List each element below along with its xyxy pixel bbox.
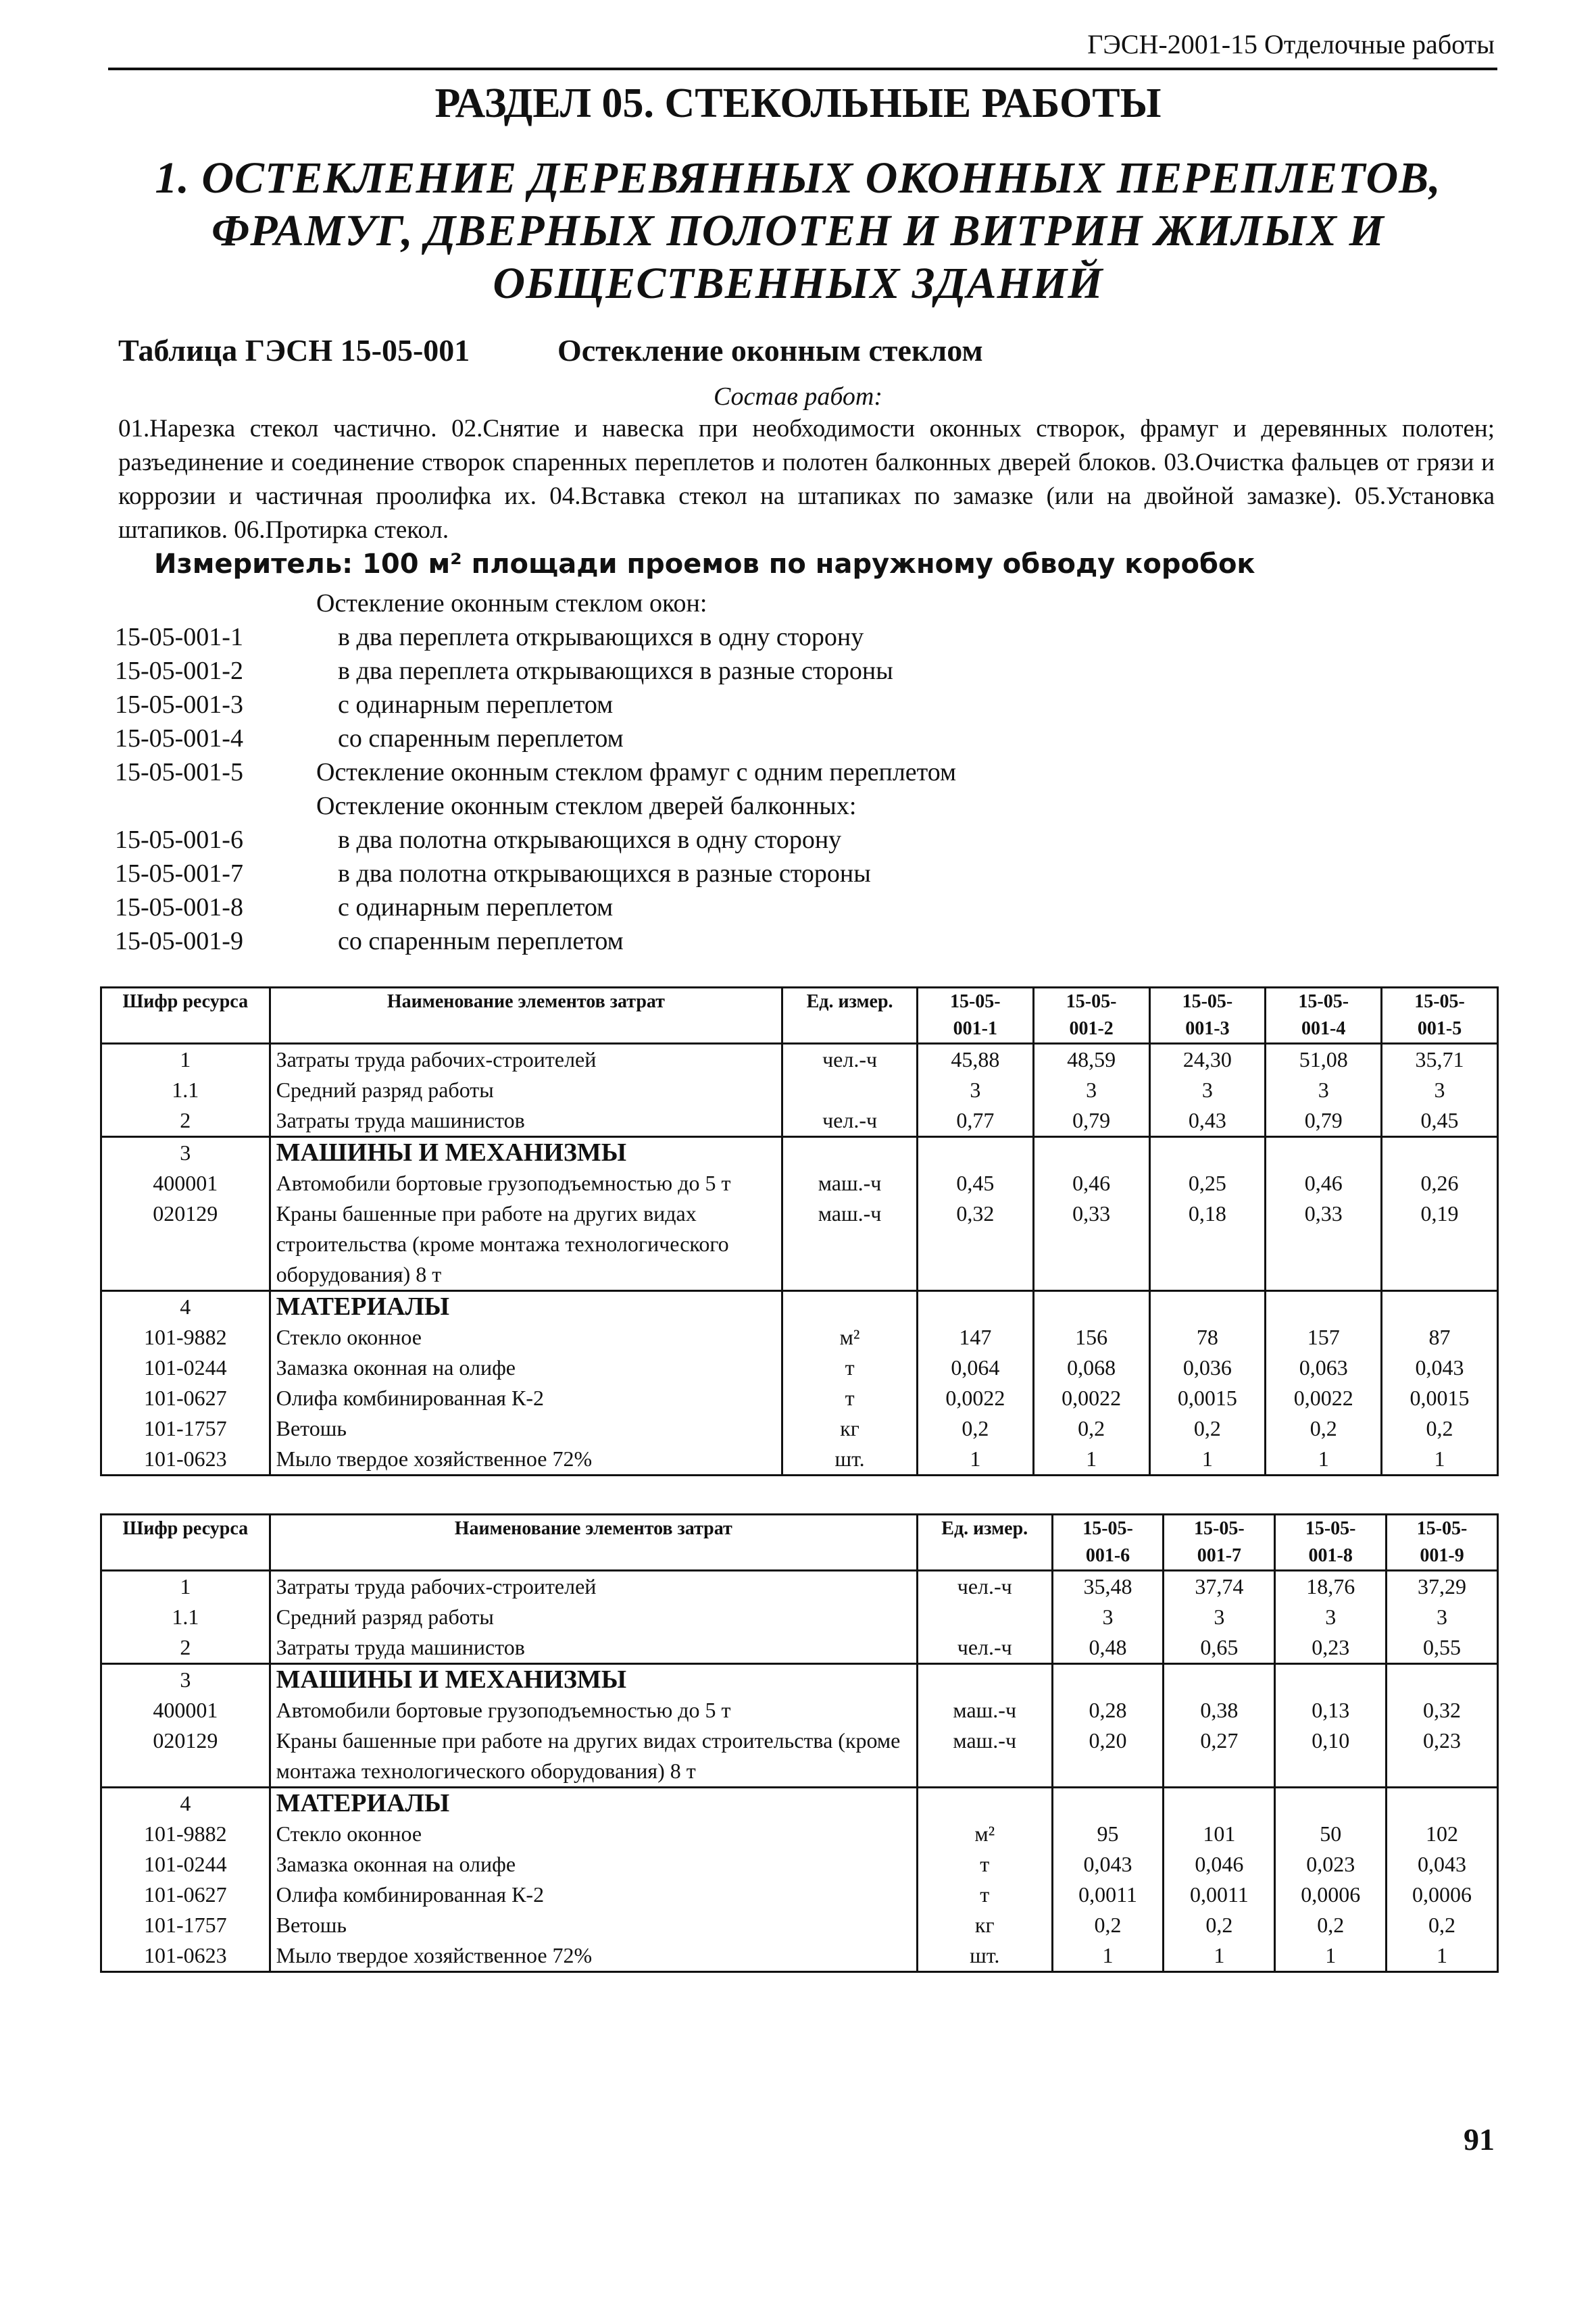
- norm-value: 35,71: [1382, 1044, 1498, 1076]
- variant-description: в два переплета открывающихся в разные стороны: [338, 657, 893, 685]
- table-row: [101, 1044, 1498, 1076]
- table-row: [101, 1726, 1498, 1788]
- norm-value: [1275, 1664, 1387, 1696]
- unit: т: [917, 1849, 1052, 1880]
- norm-value: 0,2: [1387, 1910, 1498, 1940]
- norm-value: 0,46: [1266, 1168, 1382, 1199]
- cost-element-name: Автомобили бортовые грузоподъемностью до 5 т: [270, 1695, 917, 1726]
- norm-value: 0,2: [1149, 1413, 1266, 1444]
- norm-value: 3: [1387, 1602, 1498, 1632]
- norm-value: 0,2: [1266, 1413, 1382, 1444]
- cost-element-name: Олифа комбинированная К-2: [270, 1880, 917, 1910]
- norm-value: 0,28: [1052, 1695, 1164, 1726]
- cost-element-name: Затраты труда рабочих-строителей: [270, 1044, 782, 1076]
- norm-value: 95: [1052, 1819, 1164, 1849]
- norm-value: 0,46: [1033, 1168, 1149, 1199]
- unit: т: [782, 1353, 918, 1383]
- norm-value: 0,0015: [1149, 1383, 1266, 1413]
- norm-value: [1149, 1137, 1266, 1169]
- resource-code: 101-0244: [101, 1849, 270, 1880]
- norm-value: 0,77: [917, 1105, 1033, 1137]
- norm-value: [1266, 1291, 1382, 1323]
- header-norm-code: 15-05- 001-6: [1052, 1515, 1164, 1571]
- cost-element-name: Автомобили бортовые грузоподъемностью до 5 т: [270, 1168, 782, 1199]
- measure-unit: Измеритель: 100 м² площади проемов по наружному обводу коробок: [154, 549, 1255, 580]
- table-row: [101, 1788, 1498, 1819]
- norm-value: 147: [917, 1322, 1033, 1353]
- norm-value: 0,32: [1387, 1695, 1498, 1726]
- norm-value: 3: [1382, 1075, 1498, 1105]
- norm-value: 48,59: [1033, 1044, 1149, 1076]
- variant-code: 15-05-001-6: [115, 826, 243, 854]
- cost-element-name: Ветошь: [270, 1413, 782, 1444]
- header-cost-element: Наименование элементов затрат: [270, 988, 782, 1044]
- norm-value: 0,79: [1266, 1105, 1382, 1137]
- table-row: [101, 1664, 1498, 1696]
- unit: шт.: [782, 1444, 918, 1476]
- page-number: 91: [1464, 2122, 1495, 2157]
- cost-element-name: Затраты труда машинистов: [270, 1632, 917, 1664]
- norm-value: 3: [1275, 1602, 1387, 1632]
- cost-element-name: МАТЕРИАЛЫ: [270, 1291, 782, 1323]
- variant-code: 15-05-001-4: [115, 724, 243, 753]
- norm-value: 0,2: [917, 1413, 1033, 1444]
- norm-value: 1: [1052, 1940, 1164, 1972]
- header-norm-code: 15-05- 001-2: [1033, 988, 1149, 1044]
- variant-description: со спаренным переплетом: [338, 724, 624, 753]
- table-row: [101, 1353, 1498, 1383]
- norm-value: 18,76: [1275, 1571, 1387, 1603]
- norm-value: 1: [1164, 1940, 1275, 1972]
- norm-value: [1382, 1291, 1498, 1323]
- cost-element-name: МАТЕРИАЛЫ: [270, 1788, 917, 1819]
- norm-value: 0,65: [1164, 1632, 1275, 1664]
- norm-value: 0,18: [1149, 1199, 1266, 1291]
- norm-value: 0,20: [1052, 1726, 1164, 1788]
- norm-value: 3: [1033, 1075, 1149, 1105]
- resource-code: 1.1: [101, 1602, 270, 1632]
- norm-value: 0,48: [1052, 1632, 1164, 1664]
- variant-description: в два полотна открывающихся в одну сторону: [338, 826, 842, 854]
- resource-code: 1: [101, 1571, 270, 1603]
- norm-value: 0,10: [1275, 1726, 1387, 1788]
- cost-element-name: Мыло твердое хозяйственное 72%: [270, 1444, 782, 1476]
- resource-code: 400001: [101, 1695, 270, 1726]
- unit: чел.-ч: [917, 1571, 1052, 1603]
- norm-value: 0,27: [1164, 1726, 1275, 1788]
- unit: кг: [782, 1413, 918, 1444]
- unit: т: [917, 1880, 1052, 1910]
- table-row: [101, 1168, 1498, 1199]
- norm-value: 0,023: [1275, 1849, 1387, 1880]
- unit: чел.-ч: [782, 1044, 918, 1076]
- norm-value: 1: [1387, 1940, 1498, 1972]
- variant-code: 15-05-001-9: [115, 927, 243, 955]
- norm-value: 3: [1164, 1602, 1275, 1632]
- norm-value: 156: [1033, 1322, 1149, 1353]
- norm-value: 101: [1164, 1819, 1275, 1849]
- unit: [917, 1602, 1052, 1632]
- table-row: [101, 1571, 1498, 1603]
- table-row: [101, 1291, 1498, 1323]
- table-header-row: [101, 1515, 1498, 1571]
- table-row: [101, 1199, 1498, 1291]
- cost-element-name: Затраты труда рабочих-строителей: [270, 1571, 917, 1603]
- unit: чел.-ч: [917, 1632, 1052, 1664]
- norm-value: 0,0022: [1266, 1383, 1382, 1413]
- variant-description: в два полотна открывающихся в разные стороны: [338, 859, 871, 888]
- norm-value: 0,043: [1387, 1849, 1498, 1880]
- cost-element-name: Олифа комбинированная К-2: [270, 1383, 782, 1413]
- header-resource-code: Шифр ресурса: [101, 1515, 270, 1571]
- resource-code: 101-0623: [101, 1940, 270, 1972]
- cost-element-name: Краны башенные при работе на других видах строительства (кроме монтажа технологического оборудования) 8 т: [270, 1199, 782, 1291]
- resource-code: 101-9882: [101, 1819, 270, 1849]
- variant-description: в два переплета открывающихся в одну сторону: [338, 623, 864, 651]
- header-resource-code: Шифр ресурса: [101, 988, 270, 1044]
- unit: кг: [917, 1910, 1052, 1940]
- table-row: [101, 1322, 1498, 1353]
- work-composition-text: 01.Нарезка стекол частично. 02.Снятие и навеска при необходимости оконных створок, фрамуг и деревянных полотен; разъединение и соединение створок спаренных переплетов и полотен балконных дверей блоков. 03.Очистка фальцев от грязи и коррозии и частичная проолифка их. 04.Вставка стекол на штапиках по замазке (или на двойной замазке). 05.Установка штапиков. 06.Протирка стекол.: [118, 415, 1495, 544]
- resource-code: 101-0623: [101, 1444, 270, 1476]
- norm-value: 0,064: [917, 1353, 1033, 1383]
- variant-description: Остекление оконным стеклом дверей балконных:: [316, 792, 857, 820]
- norm-value: [1149, 1291, 1266, 1323]
- cost-element-name: Замазка оконная на олифе: [270, 1849, 917, 1880]
- norm-value: 0,33: [1033, 1199, 1149, 1291]
- header-norm-code: 15-05- 001-4: [1266, 988, 1382, 1044]
- header-rule: [108, 68, 1497, 70]
- variant-description: с одинарным переплетом: [338, 690, 614, 719]
- resource-table-2: [100, 1513, 1499, 1973]
- cost-element-name: Замазка оконная на олифе: [270, 1353, 782, 1383]
- norm-value: 37,29: [1387, 1571, 1498, 1603]
- table-row: [101, 1602, 1498, 1632]
- norm-value: [1275, 1788, 1387, 1819]
- norm-value: 157: [1266, 1322, 1382, 1353]
- table-row: [101, 1695, 1498, 1726]
- cost-element-name: Стекло оконное: [270, 1819, 917, 1849]
- norm-value: [1052, 1664, 1164, 1696]
- resource-code: 4: [101, 1788, 270, 1819]
- norm-value: 0,068: [1033, 1353, 1149, 1383]
- norm-value: 0,2: [1275, 1910, 1387, 1940]
- resource-code: 101-0244: [101, 1353, 270, 1383]
- norm-value: 0,32: [917, 1199, 1033, 1291]
- unit: м²: [782, 1322, 918, 1353]
- norm-value: 45,88: [917, 1044, 1033, 1076]
- header-cost-element: Наименование элементов затрат: [270, 1515, 917, 1571]
- section-title: РАЗДЕЛ 05. СТЕКОЛЬНЫЕ РАБОТЫ: [434, 80, 1162, 126]
- table-code: Таблица ГЭСН 15-05-001: [118, 333, 470, 368]
- norm-value: 0,23: [1387, 1726, 1498, 1788]
- resource-code: 2: [101, 1105, 270, 1137]
- norm-value: 50: [1275, 1819, 1387, 1849]
- running-head: ГЭСН-2001-15 Отделочные работы: [1087, 29, 1495, 59]
- unit: [782, 1137, 918, 1169]
- resource-code: 101-9882: [101, 1322, 270, 1353]
- resource-code: 400001: [101, 1168, 270, 1199]
- table-row: [101, 1849, 1498, 1880]
- resource-code: 020129: [101, 1199, 270, 1291]
- header-norm-code: 15-05- 001-7: [1164, 1515, 1275, 1571]
- resource-code: 101-1757: [101, 1413, 270, 1444]
- norm-value: 0,38: [1164, 1695, 1275, 1726]
- variant-description: Остекление оконным стеклом окон:: [316, 589, 707, 618]
- header-norm-code: 15-05- 001-5: [1382, 988, 1498, 1044]
- norm-value: 0,2: [1382, 1413, 1498, 1444]
- unit: [782, 1291, 918, 1323]
- resource-code: 101-0627: [101, 1880, 270, 1910]
- table-row: [101, 1413, 1498, 1444]
- norm-value: 0,0022: [917, 1383, 1033, 1413]
- norm-value: 35,48: [1052, 1571, 1164, 1603]
- norm-value: 0,33: [1266, 1199, 1382, 1291]
- resource-code: 1.1: [101, 1075, 270, 1105]
- norm-value: [1164, 1788, 1275, 1819]
- norm-value: 3: [1052, 1602, 1164, 1632]
- cost-element-name: МАШИНЫ И МЕХАНИЗМЫ: [270, 1137, 782, 1169]
- header-norm-code: 15-05- 001-8: [1275, 1515, 1387, 1571]
- resource-code: 1: [101, 1044, 270, 1076]
- norm-value: 0,79: [1033, 1105, 1149, 1137]
- variant-description: со спаренным переплетом: [338, 927, 624, 955]
- resource-code: 3: [101, 1664, 270, 1696]
- variant-description: Остекление оконным стеклом фрамуг с одним переплетом: [316, 758, 957, 786]
- variant-description: с одинарным переплетом: [338, 893, 614, 922]
- norm-value: 0,13: [1275, 1695, 1387, 1726]
- cost-element-name: Краны башенные при работе на других видах строительства (кроме монтажа технологического оборудования) 8 т: [270, 1726, 917, 1788]
- norm-value: [1033, 1291, 1149, 1323]
- unit: чел.-ч: [782, 1105, 918, 1137]
- norm-value: [1382, 1137, 1498, 1169]
- norm-value: [1387, 1788, 1498, 1819]
- norm-value: 3: [1266, 1075, 1382, 1105]
- unit: маш.-ч: [917, 1695, 1052, 1726]
- unit: [782, 1075, 918, 1105]
- table-title: Остекление оконным стеклом: [557, 333, 983, 368]
- table-row: [101, 1383, 1498, 1413]
- unit: маш.-ч: [917, 1726, 1052, 1788]
- unit: шт.: [917, 1940, 1052, 1972]
- variant-code: 15-05-001-3: [115, 690, 243, 719]
- norm-value: 3: [1149, 1075, 1266, 1105]
- unit: маш.-ч: [782, 1168, 918, 1199]
- header-unit: Ед. измер.: [917, 1515, 1052, 1571]
- header-unit: Ед. измер.: [782, 988, 918, 1044]
- variant-code: 15-05-001-1: [115, 623, 243, 651]
- norm-value: 78: [1149, 1322, 1266, 1353]
- unit: маш.-ч: [782, 1199, 918, 1291]
- table-row: [101, 1880, 1498, 1910]
- norm-value: 0,043: [1382, 1353, 1498, 1383]
- norm-value: 0,26: [1382, 1168, 1498, 1199]
- norm-value: 0,43: [1149, 1105, 1266, 1137]
- norm-value: 0,0011: [1164, 1880, 1275, 1910]
- table-row: [101, 1075, 1498, 1105]
- norm-value: 0,0015: [1382, 1383, 1498, 1413]
- table-row: [101, 1819, 1498, 1849]
- norm-value: 0,55: [1387, 1632, 1498, 1664]
- variant-code: 15-05-001-8: [115, 893, 243, 922]
- norm-value: 0,2: [1164, 1910, 1275, 1940]
- header-norm-code: 15-05- 001-9: [1387, 1515, 1498, 1571]
- norm-value: 0,23: [1275, 1632, 1387, 1664]
- unit: [917, 1788, 1052, 1819]
- norm-value: 0,063: [1266, 1353, 1382, 1383]
- unit: [917, 1664, 1052, 1696]
- norm-value: 24,30: [1149, 1044, 1266, 1076]
- norm-value: 0,45: [1382, 1105, 1498, 1137]
- table-row: [101, 1910, 1498, 1940]
- resource-code: 3: [101, 1137, 270, 1169]
- norm-value: 1: [1266, 1444, 1382, 1476]
- norm-value: 87: [1382, 1322, 1498, 1353]
- norm-value: 0,45: [917, 1168, 1033, 1199]
- norm-value: 0,0006: [1275, 1880, 1387, 1910]
- norm-value: 1: [1033, 1444, 1149, 1476]
- norm-value: 1: [1149, 1444, 1266, 1476]
- cost-element-name: Средний разряд работы: [270, 1075, 782, 1105]
- resource-code: 2: [101, 1632, 270, 1664]
- norm-value: [1387, 1664, 1498, 1696]
- table-row: [101, 1632, 1498, 1664]
- table-row: [101, 1940, 1498, 1972]
- norm-value: 1: [1382, 1444, 1498, 1476]
- norm-value: 1: [917, 1444, 1033, 1476]
- header-norm-code: 15-05- 001-3: [1149, 988, 1266, 1044]
- resource-code: 101-0627: [101, 1383, 270, 1413]
- norm-value: 0,046: [1164, 1849, 1275, 1880]
- norm-value: 102: [1387, 1819, 1498, 1849]
- resource-code: 101-1757: [101, 1910, 270, 1940]
- header-norm-code: 15-05- 001-1: [917, 988, 1033, 1044]
- norm-value: [917, 1291, 1033, 1323]
- resource-table-1: [100, 986, 1499, 1476]
- variant-code: 15-05-001-2: [115, 657, 243, 685]
- norm-value: [1266, 1137, 1382, 1169]
- norm-value: 1: [1275, 1940, 1387, 1972]
- resource-code: 020129: [101, 1726, 270, 1788]
- norm-value: 0,19: [1382, 1199, 1498, 1291]
- cost-element-name: Ветошь: [270, 1910, 917, 1940]
- norm-value: 0,0006: [1387, 1880, 1498, 1910]
- resource-code: 4: [101, 1291, 270, 1323]
- norm-value: [1052, 1788, 1164, 1819]
- norm-value: [1033, 1137, 1149, 1169]
- subsection-title: 1. ОСТЕКЛЕНИЕ ДЕРЕВЯННЫХ ОКОННЫХ ПЕРЕПЛЕТОВ, ФРАМУГ, ДВЕРНЫХ ПОЛОТЕН И ВИТРИН ЖИЛЫХ И ОБЩЕСТВЕННЫХ ЗДАНИЙ: [155, 153, 1441, 308]
- unit: м²: [917, 1819, 1052, 1849]
- variant-code: 15-05-001-5: [115, 758, 243, 786]
- norm-value: 0,036: [1149, 1353, 1266, 1383]
- table-heading: [118, 332, 983, 368]
- cost-element-name: Средний разряд работы: [270, 1602, 917, 1632]
- table-header-row: [101, 988, 1498, 1044]
- cost-element-name: МАШИНЫ И МЕХАНИЗМЫ: [270, 1664, 917, 1696]
- norm-value: 3: [917, 1075, 1033, 1105]
- unit: т: [782, 1383, 918, 1413]
- cost-element-name: Мыло твердое хозяйственное 72%: [270, 1940, 917, 1972]
- cost-element-name: Стекло оконное: [270, 1322, 782, 1353]
- work-composition-label: Состав работ:: [713, 382, 883, 411]
- norm-value: 0,043: [1052, 1849, 1164, 1880]
- norm-value: 0,25: [1149, 1168, 1266, 1199]
- table-row: [101, 1137, 1498, 1169]
- norm-value: [1164, 1664, 1275, 1696]
- norm-value: 0,0022: [1033, 1383, 1149, 1413]
- cost-element-name: Затраты труда машинистов: [270, 1105, 782, 1137]
- norm-value: 0,2: [1052, 1910, 1164, 1940]
- table-row: [101, 1105, 1498, 1137]
- norm-value: 0,2: [1033, 1413, 1149, 1444]
- variant-code: 15-05-001-7: [115, 859, 243, 888]
- norm-value: 37,74: [1164, 1571, 1275, 1603]
- norm-value: 51,08: [1266, 1044, 1382, 1076]
- norm-value: [917, 1137, 1033, 1169]
- norm-value: 0,0011: [1052, 1880, 1164, 1910]
- table-row: [101, 1444, 1498, 1476]
